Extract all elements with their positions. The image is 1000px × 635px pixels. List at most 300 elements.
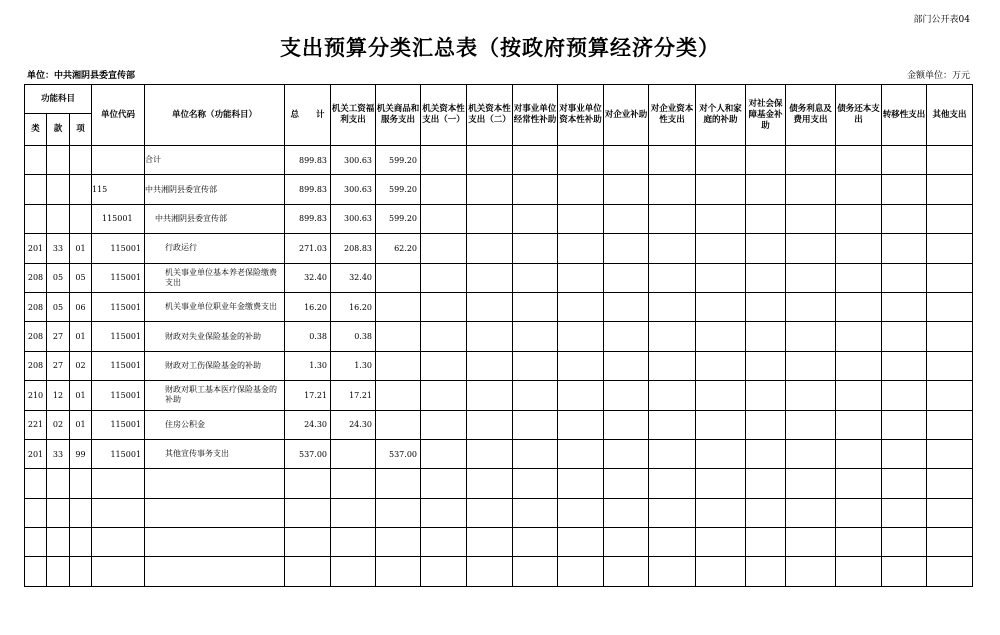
row-empty-cell bbox=[746, 410, 786, 439]
row-empty-cell bbox=[467, 469, 513, 498]
row-empty-cell bbox=[421, 439, 467, 468]
row-empty-cell bbox=[786, 439, 836, 468]
row-kuan: 33 bbox=[47, 234, 70, 263]
row-empty-cell bbox=[696, 175, 746, 204]
row-empty-cell bbox=[746, 528, 786, 557]
header-total: 总 计 bbox=[285, 85, 331, 146]
row-total: 0.38 bbox=[285, 322, 331, 351]
page-title: 支出预算分类汇总表（按政府预算经济分类） bbox=[280, 36, 720, 60]
header-institution-regular: 对事业单位经常性补助 bbox=[513, 85, 558, 146]
row-lei bbox=[25, 498, 47, 527]
row-empty-cell bbox=[467, 175, 513, 204]
row-empty-cell bbox=[467, 439, 513, 468]
table-row bbox=[25, 498, 973, 527]
header-debt-interest: 债务利息及费用支出 bbox=[786, 85, 836, 146]
row-wages bbox=[331, 439, 376, 468]
row-empty-cell bbox=[786, 498, 836, 527]
row-empty-cell bbox=[513, 557, 558, 586]
row-empty-cell bbox=[882, 234, 927, 263]
row-empty-cell bbox=[836, 528, 882, 557]
row-empty-cell bbox=[467, 204, 513, 233]
row-empty-cell bbox=[696, 322, 746, 351]
row-unit-name: 财政对工伤保险基金的补助 bbox=[145, 351, 285, 380]
row-empty-cell bbox=[604, 498, 649, 527]
row-empty-cell bbox=[421, 263, 467, 292]
row-empty-cell bbox=[882, 322, 927, 351]
row-goods-services bbox=[376, 381, 421, 410]
row-goods-services bbox=[376, 410, 421, 439]
row-empty-cell bbox=[649, 381, 696, 410]
header-household-subsidy: 对个人和家庭的补助 bbox=[696, 85, 746, 146]
row-unit-code: 115001 bbox=[92, 234, 145, 263]
row-wages: 0.38 bbox=[331, 322, 376, 351]
row-empty-cell bbox=[746, 351, 786, 380]
header-wages: 机关工资福利支出 bbox=[331, 85, 376, 146]
budget-table bbox=[24, 84, 973, 587]
row-empty-cell bbox=[927, 234, 973, 263]
row-empty-cell bbox=[649, 322, 696, 351]
row-total bbox=[285, 557, 331, 586]
row-kuan bbox=[47, 146, 70, 175]
table-row bbox=[25, 469, 973, 498]
row-goods-services bbox=[376, 528, 421, 557]
row-empty-cell bbox=[513, 204, 558, 233]
row-empty-cell bbox=[421, 498, 467, 527]
row-kuan: 12 bbox=[47, 381, 70, 410]
row-wages bbox=[331, 528, 376, 557]
row-xiang bbox=[70, 469, 92, 498]
row-empty-cell bbox=[927, 263, 973, 292]
header-debt-principal: 债务还本支出 bbox=[836, 85, 882, 146]
row-empty-cell bbox=[882, 175, 927, 204]
row-empty-cell bbox=[786, 410, 836, 439]
row-empty-cell bbox=[558, 204, 604, 233]
row-lei bbox=[25, 557, 47, 586]
row-lei: 201 bbox=[25, 439, 47, 468]
row-empty-cell bbox=[558, 439, 604, 468]
row-empty-cell bbox=[882, 381, 927, 410]
row-unit-name bbox=[145, 469, 285, 498]
table-row bbox=[25, 381, 973, 410]
row-empty-cell bbox=[882, 292, 927, 321]
row-empty-cell bbox=[696, 439, 746, 468]
row-unit-name bbox=[145, 498, 285, 527]
row-empty-cell bbox=[836, 322, 882, 351]
row-total: 899.83 bbox=[285, 175, 331, 204]
row-unit-name: 中共湘阴县委宣传部 bbox=[145, 175, 285, 204]
row-empty-cell bbox=[513, 528, 558, 557]
row-unit-code: 115001 bbox=[92, 322, 145, 351]
row-lei bbox=[25, 204, 47, 233]
row-lei bbox=[25, 469, 47, 498]
table-row bbox=[25, 322, 973, 351]
row-empty-cell bbox=[513, 322, 558, 351]
row-wages: 300.63 bbox=[331, 146, 376, 175]
row-goods-services bbox=[376, 351, 421, 380]
row-xiang: 01 bbox=[70, 234, 92, 263]
row-empty-cell bbox=[421, 322, 467, 351]
row-empty-cell bbox=[513, 234, 558, 263]
table-row bbox=[25, 263, 973, 292]
row-kuan: 27 bbox=[47, 351, 70, 380]
row-empty-cell bbox=[649, 234, 696, 263]
row-empty-cell bbox=[421, 175, 467, 204]
row-empty-cell bbox=[467, 292, 513, 321]
row-unit-code bbox=[92, 528, 145, 557]
row-empty-cell bbox=[649, 557, 696, 586]
row-empty-cell bbox=[421, 557, 467, 586]
row-empty-cell bbox=[836, 351, 882, 380]
row-goods-services bbox=[376, 469, 421, 498]
row-empty-cell bbox=[882, 410, 927, 439]
row-total: 899.83 bbox=[285, 146, 331, 175]
row-kuan: 05 bbox=[47, 292, 70, 321]
row-empty-cell bbox=[604, 146, 649, 175]
row-empty-cell bbox=[746, 381, 786, 410]
row-empty-cell bbox=[421, 528, 467, 557]
row-empty-cell bbox=[927, 322, 973, 351]
row-unit-code: 115 bbox=[92, 175, 145, 204]
row-empty-cell bbox=[786, 292, 836, 321]
row-empty-cell bbox=[836, 146, 882, 175]
row-total: 24.30 bbox=[285, 410, 331, 439]
row-empty-cell bbox=[696, 146, 746, 175]
row-total bbox=[285, 528, 331, 557]
row-lei: 208 bbox=[25, 322, 47, 351]
row-empty-cell bbox=[746, 146, 786, 175]
header-capital-1: 机关资本性支出（一） bbox=[421, 85, 467, 146]
row-empty-cell bbox=[882, 557, 927, 586]
row-kuan bbox=[47, 528, 70, 557]
row-empty-cell bbox=[421, 292, 467, 321]
header-lei: 类 bbox=[25, 114, 47, 146]
row-empty-cell bbox=[513, 263, 558, 292]
row-empty-cell bbox=[421, 469, 467, 498]
row-empty-cell bbox=[927, 175, 973, 204]
row-empty-cell bbox=[513, 175, 558, 204]
row-xiang: 01 bbox=[70, 322, 92, 351]
row-lei bbox=[25, 528, 47, 557]
table-row bbox=[25, 292, 973, 321]
row-empty-cell bbox=[649, 528, 696, 557]
row-total: 17.21 bbox=[285, 381, 331, 410]
header-enterprise-subsidy: 对企业补助 bbox=[604, 85, 649, 146]
row-empty-cell bbox=[696, 528, 746, 557]
row-unit-name: 机关事业单位基本养老保险缴费支出 bbox=[145, 263, 285, 292]
header-kuan: 款 bbox=[47, 114, 70, 146]
row-empty-cell bbox=[467, 410, 513, 439]
row-empty-cell bbox=[836, 557, 882, 586]
row-empty-cell bbox=[927, 204, 973, 233]
row-unit-name: 行政运行 bbox=[145, 234, 285, 263]
row-empty-cell bbox=[513, 351, 558, 380]
row-total: 537.00 bbox=[285, 439, 331, 468]
row-empty-cell bbox=[513, 469, 558, 498]
row-empty-cell bbox=[927, 292, 973, 321]
row-lei: 221 bbox=[25, 410, 47, 439]
row-empty-cell bbox=[696, 234, 746, 263]
row-empty-cell bbox=[786, 204, 836, 233]
row-empty-cell bbox=[786, 469, 836, 498]
row-empty-cell bbox=[746, 234, 786, 263]
row-empty-cell bbox=[558, 381, 604, 410]
row-empty-cell bbox=[836, 381, 882, 410]
row-empty-cell bbox=[604, 263, 649, 292]
header-institution-capital: 对事业单位资本性补助 bbox=[558, 85, 604, 146]
row-empty-cell bbox=[786, 146, 836, 175]
row-empty-cell bbox=[467, 381, 513, 410]
row-empty-cell bbox=[746, 322, 786, 351]
row-kuan bbox=[47, 204, 70, 233]
row-empty-cell bbox=[421, 351, 467, 380]
row-unit-code: 115001 bbox=[92, 263, 145, 292]
row-wages: 17.21 bbox=[331, 381, 376, 410]
row-empty-cell bbox=[836, 234, 882, 263]
row-empty-cell bbox=[649, 146, 696, 175]
row-kuan: 05 bbox=[47, 263, 70, 292]
row-wages: 208.83 bbox=[331, 234, 376, 263]
row-unit-code: 115001 bbox=[92, 410, 145, 439]
row-empty-cell bbox=[696, 263, 746, 292]
row-empty-cell bbox=[927, 557, 973, 586]
row-empty-cell bbox=[746, 292, 786, 321]
row-wages bbox=[331, 498, 376, 527]
row-empty-cell bbox=[421, 234, 467, 263]
row-empty-cell bbox=[696, 469, 746, 498]
row-empty-cell bbox=[467, 322, 513, 351]
row-empty-cell bbox=[421, 410, 467, 439]
row-xiang bbox=[70, 175, 92, 204]
row-empty-cell bbox=[467, 557, 513, 586]
row-unit-name: 合计 bbox=[145, 146, 285, 175]
row-wages bbox=[331, 469, 376, 498]
row-xiang bbox=[70, 528, 92, 557]
row-xiang: 99 bbox=[70, 439, 92, 468]
table-row bbox=[25, 410, 973, 439]
row-empty-cell bbox=[696, 557, 746, 586]
row-unit-name: 财政对职工基本医疗保险基金的补助 bbox=[145, 381, 285, 410]
header-social-security: 对社会保障基金补助 bbox=[746, 85, 786, 146]
row-empty-cell bbox=[421, 204, 467, 233]
row-empty-cell bbox=[746, 175, 786, 204]
row-total: 1.30 bbox=[285, 351, 331, 380]
row-empty-cell bbox=[558, 146, 604, 175]
header-transfer: 转移性支出 bbox=[882, 85, 927, 146]
row-empty-cell bbox=[786, 528, 836, 557]
header-xiang: 项 bbox=[70, 114, 92, 146]
row-empty-cell bbox=[467, 498, 513, 527]
row-kuan: 27 bbox=[47, 322, 70, 351]
row-empty-cell bbox=[649, 498, 696, 527]
row-xiang: 06 bbox=[70, 292, 92, 321]
row-total bbox=[285, 498, 331, 527]
row-empty-cell bbox=[836, 175, 882, 204]
row-unit-code bbox=[92, 469, 145, 498]
row-unit-code bbox=[92, 557, 145, 586]
row-empty-cell bbox=[604, 204, 649, 233]
table-row bbox=[25, 557, 973, 586]
table-row bbox=[25, 234, 973, 263]
row-empty-cell bbox=[696, 410, 746, 439]
row-empty-cell bbox=[604, 175, 649, 204]
row-empty-cell bbox=[513, 381, 558, 410]
row-empty-cell bbox=[882, 469, 927, 498]
row-empty-cell bbox=[649, 263, 696, 292]
header-enterprise-capital: 对企业资本性支出 bbox=[649, 85, 696, 146]
table-row bbox=[25, 204, 973, 233]
row-empty-cell bbox=[558, 410, 604, 439]
row-empty-cell bbox=[882, 498, 927, 527]
row-lei: 208 bbox=[25, 263, 47, 292]
row-empty-cell bbox=[467, 234, 513, 263]
row-empty-cell bbox=[513, 439, 558, 468]
row-empty-cell bbox=[882, 528, 927, 557]
row-empty-cell bbox=[746, 263, 786, 292]
row-empty-cell bbox=[786, 557, 836, 586]
row-empty-cell bbox=[696, 351, 746, 380]
row-empty-cell bbox=[421, 381, 467, 410]
row-wages: 24.30 bbox=[331, 410, 376, 439]
row-empty-cell bbox=[696, 498, 746, 527]
row-goods-services bbox=[376, 557, 421, 586]
row-empty-cell bbox=[604, 322, 649, 351]
row-lei: 208 bbox=[25, 292, 47, 321]
row-empty-cell bbox=[786, 263, 836, 292]
row-empty-cell bbox=[649, 410, 696, 439]
header-other: 其他支出 bbox=[927, 85, 973, 146]
row-empty-cell bbox=[513, 292, 558, 321]
row-empty-cell bbox=[558, 263, 604, 292]
row-empty-cell bbox=[467, 263, 513, 292]
row-unit-code: 115001 bbox=[92, 292, 145, 321]
row-empty-cell bbox=[604, 351, 649, 380]
row-empty-cell bbox=[927, 528, 973, 557]
row-kuan: 02 bbox=[47, 410, 70, 439]
row-lei bbox=[25, 175, 47, 204]
row-empty-cell bbox=[558, 292, 604, 321]
row-empty-cell bbox=[836, 204, 882, 233]
row-empty-cell bbox=[421, 146, 467, 175]
row-empty-cell bbox=[696, 381, 746, 410]
row-empty-cell bbox=[649, 439, 696, 468]
row-empty-cell bbox=[558, 528, 604, 557]
row-unit-code bbox=[92, 146, 145, 175]
row-empty-cell bbox=[836, 410, 882, 439]
row-empty-cell bbox=[746, 557, 786, 586]
row-unit-code: 115001 bbox=[92, 439, 145, 468]
header-goods-services: 机关商品和服务支出 bbox=[376, 85, 421, 146]
row-xiang bbox=[70, 204, 92, 233]
row-kuan: 33 bbox=[47, 439, 70, 468]
row-empty-cell bbox=[927, 469, 973, 498]
row-lei: 210 bbox=[25, 381, 47, 410]
row-goods-services: 599.20 bbox=[376, 146, 421, 175]
row-empty-cell bbox=[786, 234, 836, 263]
row-unit-code: 115001 bbox=[92, 204, 145, 233]
row-empty-cell bbox=[558, 175, 604, 204]
row-empty-cell bbox=[927, 439, 973, 468]
row-empty-cell bbox=[836, 498, 882, 527]
row-unit-name bbox=[145, 557, 285, 586]
row-empty-cell bbox=[746, 204, 786, 233]
row-total: 899.83 bbox=[285, 204, 331, 233]
row-total bbox=[285, 469, 331, 498]
row-empty-cell bbox=[604, 469, 649, 498]
header-capital-2: 机关资本性支出（二） bbox=[467, 85, 513, 146]
row-empty-cell bbox=[649, 351, 696, 380]
row-empty-cell bbox=[836, 439, 882, 468]
row-lei: 208 bbox=[25, 351, 47, 380]
row-unit-name: 财政对失业保险基金的补助 bbox=[145, 322, 285, 351]
row-total: 16.20 bbox=[285, 292, 331, 321]
row-empty-cell bbox=[649, 292, 696, 321]
row-empty-cell bbox=[513, 498, 558, 527]
row-empty-cell bbox=[786, 322, 836, 351]
row-empty-cell bbox=[882, 204, 927, 233]
row-empty-cell bbox=[746, 469, 786, 498]
table-row bbox=[25, 351, 973, 380]
row-empty-cell bbox=[882, 263, 927, 292]
row-empty-cell bbox=[513, 146, 558, 175]
row-empty-cell bbox=[558, 469, 604, 498]
row-goods-services bbox=[376, 322, 421, 351]
row-unit-name: 中共湘阴县委宣传部 bbox=[145, 204, 285, 233]
row-empty-cell bbox=[786, 381, 836, 410]
header-unit-code: 单位代码 bbox=[92, 85, 145, 146]
row-lei bbox=[25, 146, 47, 175]
row-lei: 201 bbox=[25, 234, 47, 263]
table-row bbox=[25, 146, 973, 175]
row-empty-cell bbox=[604, 381, 649, 410]
row-empty-cell bbox=[604, 528, 649, 557]
row-empty-cell bbox=[604, 292, 649, 321]
row-kuan bbox=[47, 557, 70, 586]
row-unit-name: 机关事业单位职业年金缴费支出 bbox=[145, 292, 285, 321]
row-kuan bbox=[47, 175, 70, 204]
row-empty-cell bbox=[558, 234, 604, 263]
row-xiang bbox=[70, 557, 92, 586]
row-unit-code: 115001 bbox=[92, 351, 145, 380]
row-wages: 32.40 bbox=[331, 263, 376, 292]
row-empty-cell bbox=[882, 146, 927, 175]
row-unit-name: 其他宣传事务支出 bbox=[145, 439, 285, 468]
row-xiang: 02 bbox=[70, 351, 92, 380]
row-xiang: 05 bbox=[70, 263, 92, 292]
row-empty-cell bbox=[882, 439, 927, 468]
row-unit-name: 住房公积金 bbox=[145, 410, 285, 439]
row-wages: 1.30 bbox=[331, 351, 376, 380]
row-xiang bbox=[70, 498, 92, 527]
row-goods-services: 599.20 bbox=[376, 175, 421, 204]
row-empty-cell bbox=[836, 292, 882, 321]
row-total: 32.40 bbox=[285, 263, 331, 292]
header-func-subject: 功能科目 bbox=[25, 85, 92, 114]
row-goods-services bbox=[376, 263, 421, 292]
row-empty-cell bbox=[927, 498, 973, 527]
row-empty-cell bbox=[604, 439, 649, 468]
row-unit-name bbox=[145, 528, 285, 557]
row-empty-cell bbox=[696, 204, 746, 233]
row-empty-cell bbox=[649, 204, 696, 233]
row-wages: 300.63 bbox=[331, 175, 376, 204]
row-empty-cell bbox=[746, 439, 786, 468]
row-empty-cell bbox=[836, 469, 882, 498]
table-row bbox=[25, 439, 973, 468]
table-row bbox=[25, 175, 973, 204]
row-empty-cell bbox=[604, 557, 649, 586]
row-unit-code: 115001 bbox=[92, 381, 145, 410]
row-empty-cell bbox=[558, 322, 604, 351]
